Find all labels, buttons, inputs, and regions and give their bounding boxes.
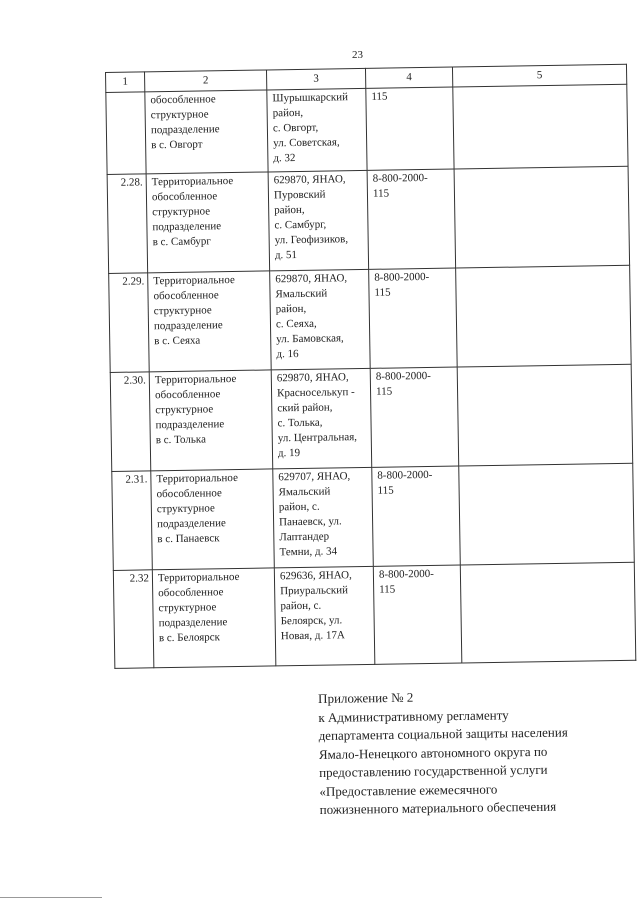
phone-line: 115 (371, 90, 388, 103)
office-name-line: в с. Толька (155, 433, 207, 447)
office-name-cell (145, 90, 268, 174)
address-line: д. 19 (277, 446, 301, 460)
address-cell (267, 88, 367, 172)
office-name-line: структурное (152, 205, 211, 219)
phone-cell (369, 268, 458, 368)
office-name-line: в с. Самбург (152, 235, 211, 249)
extra-cell (457, 364, 633, 466)
column-header: 2 (145, 70, 267, 92)
phone-line: 8-800-2000- (375, 369, 431, 383)
row-number: 2.29. (109, 273, 150, 373)
office-name-line: обособленное (154, 388, 221, 402)
table-body (106, 84, 636, 668)
address-line: район, (274, 203, 305, 217)
row-number: 2.32 (113, 570, 154, 669)
address-line: Красноселькуп - (276, 386, 355, 400)
extra-cell (454, 166, 630, 268)
address-line: Белоярск, ул. (280, 614, 343, 628)
phone-line: 8-800-2000- (378, 567, 435, 581)
offices-table (105, 64, 636, 669)
office-name-line: в с. Белоярск (158, 631, 221, 645)
office-name-line: обособленное (150, 93, 216, 107)
address-line: 629870, ЯНАО, (275, 272, 348, 286)
extra-cell (456, 265, 632, 367)
address-cell (271, 368, 372, 469)
address-line: с. Сеяха, (275, 317, 317, 331)
office-name-line: подразделение (152, 220, 222, 234)
address-line: Шурышкарский (272, 91, 349, 105)
address-line: д. 51 (274, 249, 298, 262)
address-line: ул. Центральная, (277, 431, 358, 445)
address-line: 629870, ЯНАО, (276, 371, 349, 385)
table-row (106, 84, 628, 174)
office-name-cell (149, 370, 273, 471)
extra-cell (460, 562, 636, 663)
column-header: 3 (266, 68, 365, 90)
phone-cell (372, 466, 461, 566)
phone-line: 115 (372, 187, 390, 200)
column-header: 5 (452, 64, 626, 87)
phone-line: 8-800-2000- (372, 171, 428, 185)
row-number: 2.30. (110, 372, 151, 472)
appendix-line: к Административному регламенту (318, 706, 509, 725)
address-line: Темни, д. 34 (279, 545, 338, 559)
address-line: Лаптандер (279, 530, 330, 544)
address-cell (274, 566, 375, 666)
office-name-line: обособленное (158, 586, 224, 600)
appendix-line: предоставлению государственной услуги (319, 761, 548, 780)
extra-cell (459, 463, 635, 565)
office-name-cell (148, 271, 272, 372)
office-name-line: подразделение (157, 517, 226, 531)
footnote-divider (0, 897, 102, 898)
address-line: ский район, (277, 401, 333, 415)
phone-line: 8-800-2000- (374, 270, 430, 284)
address-line: ул. Геофизиков, (274, 233, 349, 247)
page-number: 23 (352, 49, 363, 61)
address-line: Пуровский (273, 188, 326, 202)
office-name-line: Территориальное (154, 372, 237, 387)
office-name-line: Территориальное (157, 570, 240, 585)
address-line: ул. Бамовская, (276, 332, 344, 346)
address-line: с. Овгорт, (272, 121, 319, 135)
phone-line: 8-800-2000- (377, 468, 433, 482)
phone-line: 115 (374, 286, 391, 299)
address-line: д. 32 (273, 152, 296, 165)
office-name-line: обособленное (156, 487, 222, 501)
table-row (112, 463, 634, 570)
row-number: 2.31. (112, 471, 153, 571)
office-name-cell (146, 172, 270, 273)
office-name-line: Территориальное (153, 273, 235, 288)
table-row (113, 562, 635, 668)
address-cell (273, 467, 374, 568)
office-name-line: Территориальное (156, 471, 239, 486)
address-line: 629707, ЯНАО, (278, 470, 351, 484)
address-cell (268, 170, 369, 271)
column-header: 1 (106, 72, 145, 93)
row-number: 2.28. (107, 174, 148, 274)
appendix-line: Ямало-Ненецкого автономного округа по (318, 743, 548, 762)
address-line: д. 16 (276, 347, 299, 361)
office-name-line: в с. Сеяха (154, 334, 201, 348)
phone-cell (373, 565, 462, 664)
address-line: Новая, д. 17А (280, 629, 345, 643)
office-name-line: обособленное (153, 289, 219, 303)
appendix-heading (318, 686, 640, 820)
phone-cell (366, 87, 454, 170)
office-name-line: в с. Панаевск (157, 532, 220, 546)
address-line: Приуральский (280, 584, 349, 598)
address-line: район, (275, 302, 307, 316)
table-row (110, 364, 632, 471)
address-line: Панаевск, ул. (279, 515, 342, 529)
column-header: 4 (365, 67, 452, 88)
table-row (107, 166, 629, 273)
office-name-line: Территориальное (151, 174, 234, 189)
phone-line: 115 (379, 583, 396, 596)
address-line: район, с. (280, 599, 322, 613)
office-name-line: структурное (155, 403, 214, 417)
office-name-line: структурное (153, 304, 212, 318)
office-name-cell (151, 469, 275, 570)
address-line: ул. Советская, (273, 136, 340, 150)
phone-line: 115 (375, 385, 393, 398)
row-number (106, 92, 146, 175)
address-line: Ямальский (278, 485, 331, 499)
office-name-line: структурное (158, 601, 217, 615)
appendix-line: департамента социальной защиты населения (318, 724, 568, 743)
office-name-line: подразделение (158, 616, 228, 630)
address-line: район, с. (278, 500, 320, 514)
appendix-line: «Предоставление ежемесячного (319, 781, 498, 799)
phone-line: 115 (377, 484, 394, 497)
office-name-line: структурное (150, 108, 209, 122)
appendix-title: Приложение № 2 (318, 689, 414, 706)
office-name-line: подразделение (153, 319, 223, 333)
address-line: Ямальский (275, 287, 328, 301)
appendix-line: пожизненного материального обеспечения (319, 798, 557, 817)
office-name-line: обособленное (151, 190, 218, 204)
address-line: район, (272, 106, 304, 120)
office-name-line: в с. Овгорт (151, 138, 203, 152)
phone-cell (367, 169, 456, 269)
phone-cell (370, 367, 459, 467)
address-line: с. Толька, (277, 416, 323, 430)
office-name-line: подразделение (150, 123, 220, 137)
address-line: 629870, ЯНАО, (273, 173, 346, 187)
address-line: 629636, ЯНАО, (279, 569, 352, 583)
address-cell (270, 269, 371, 370)
extra-cell (453, 84, 628, 169)
office-name-cell (152, 568, 276, 668)
office-name-line: подразделение (155, 418, 225, 432)
address-line: с. Самбург, (274, 218, 327, 232)
table-row (109, 265, 631, 372)
office-name-line: структурное (156, 502, 215, 516)
